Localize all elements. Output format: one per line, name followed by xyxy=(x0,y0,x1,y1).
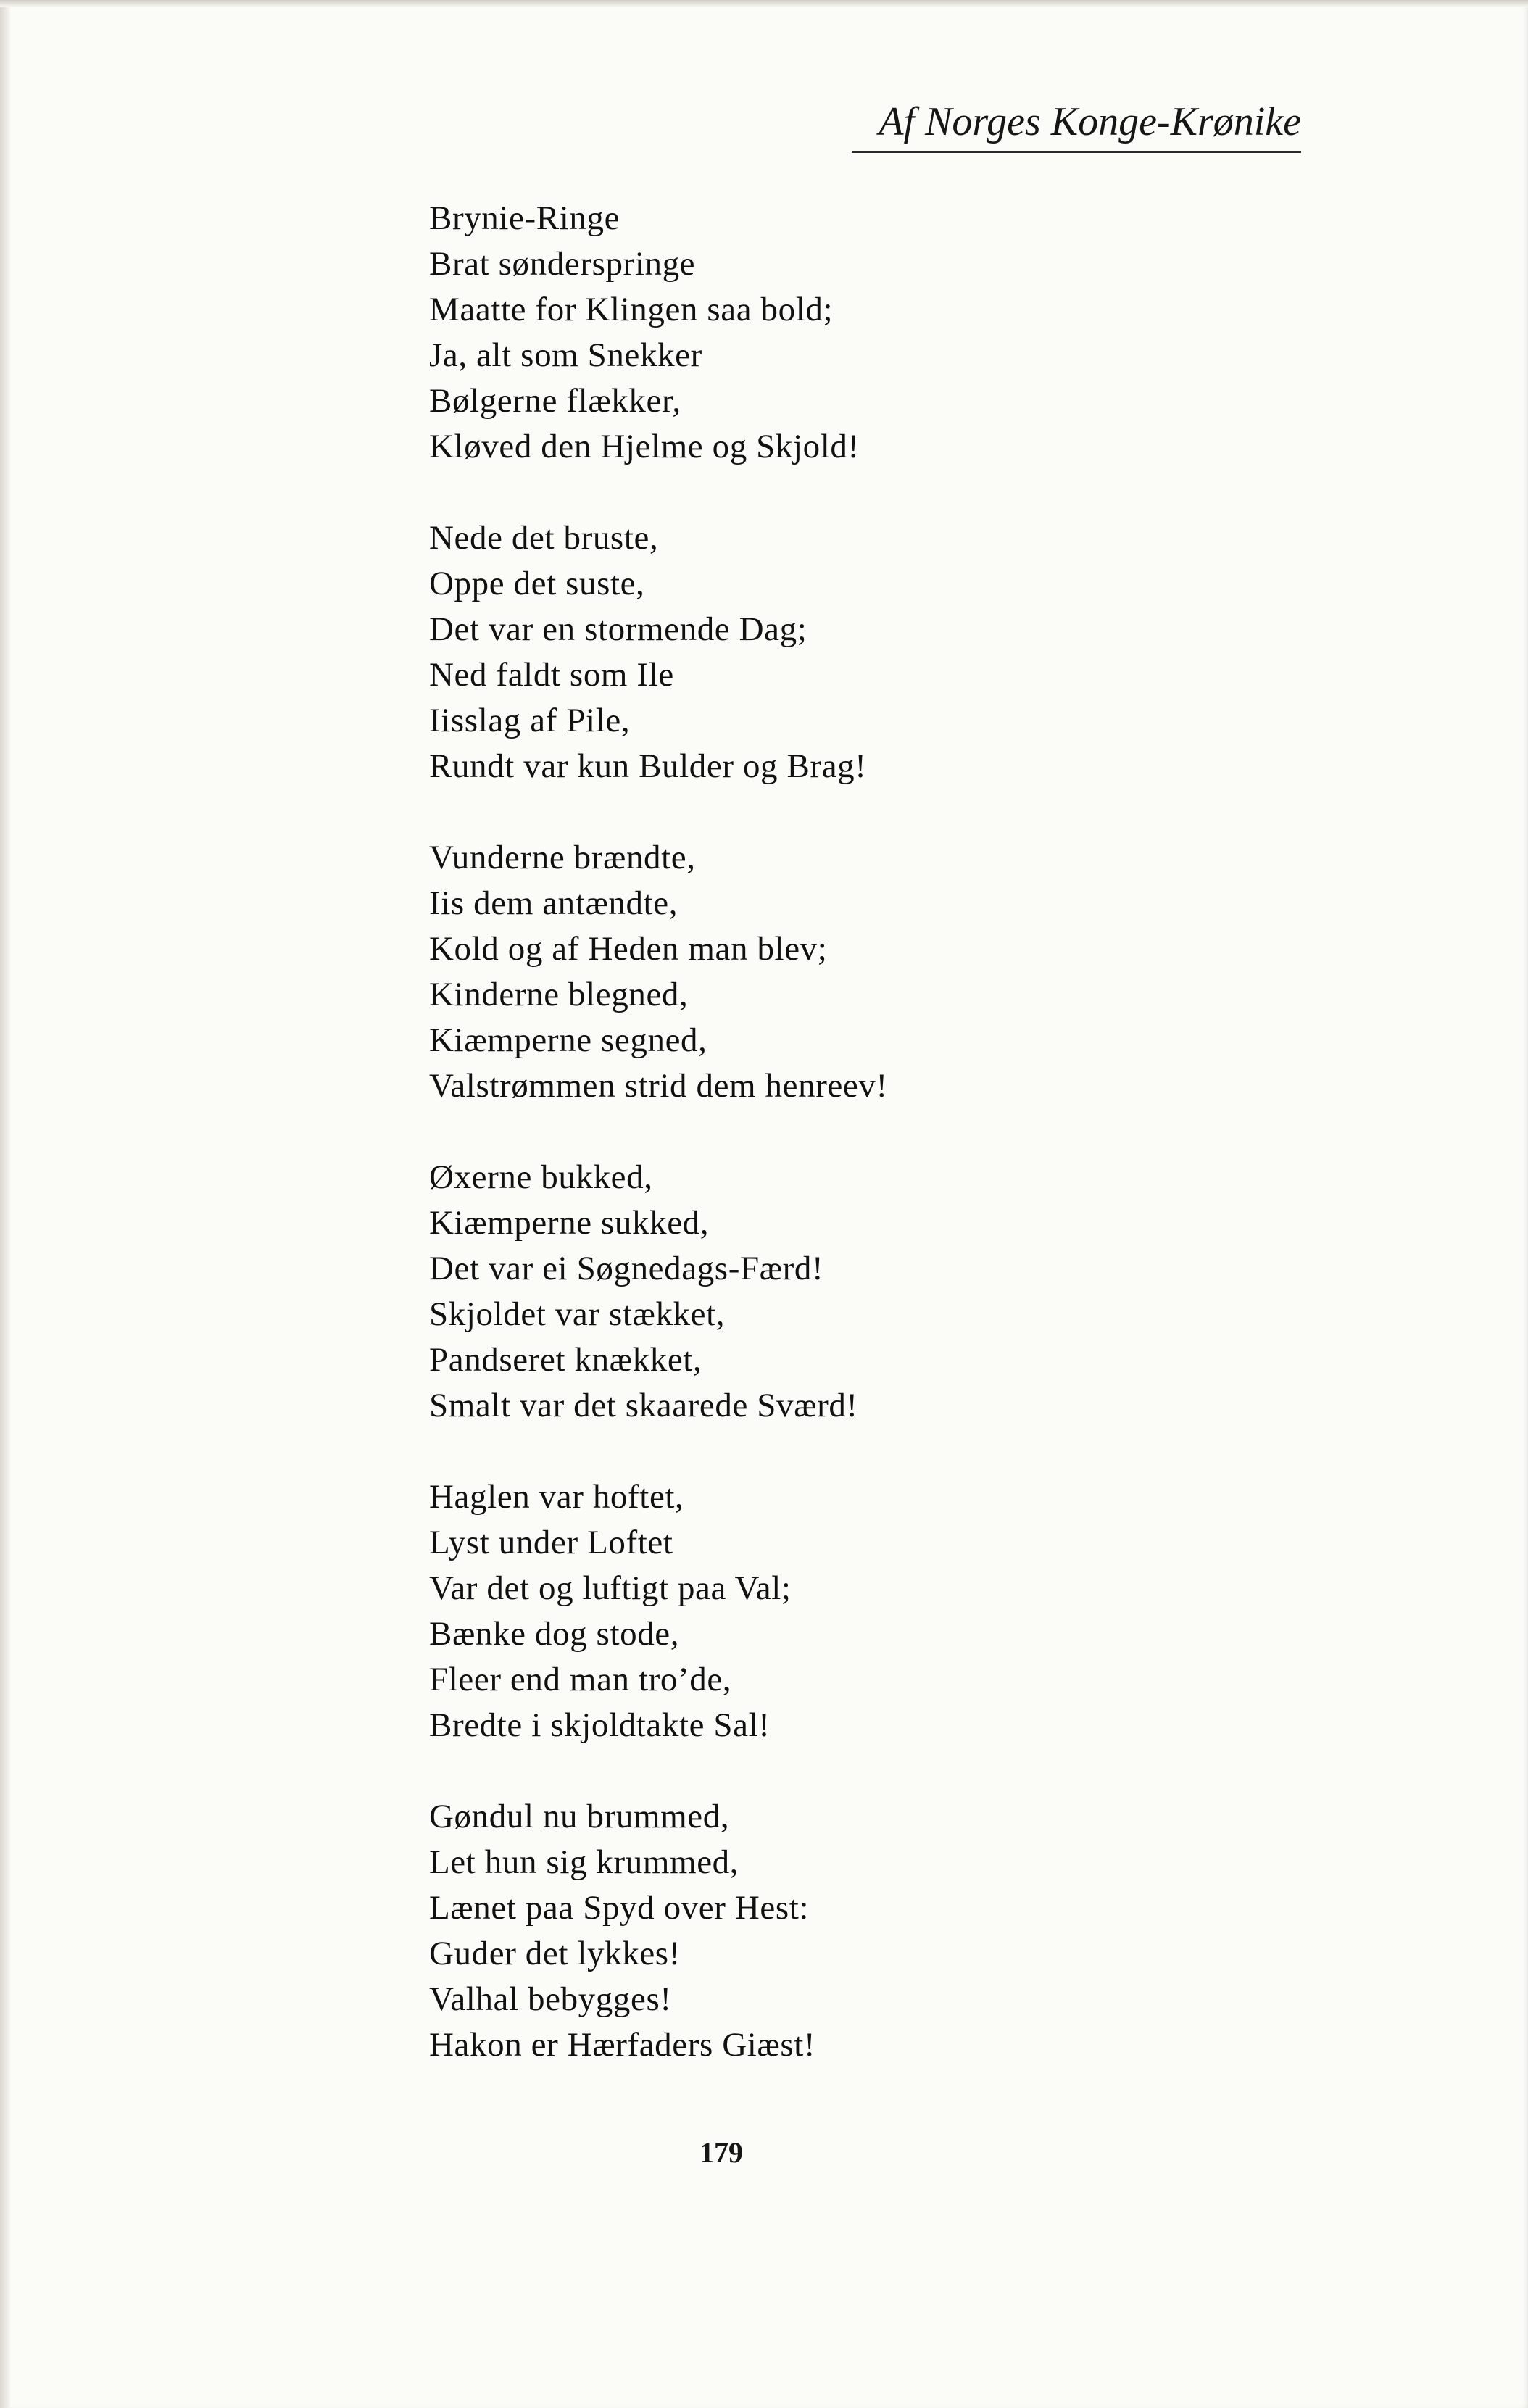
poem-line: Rundt var kun Bulder og Brag! xyxy=(429,747,867,785)
poem-line: Vunderne brændte, xyxy=(429,839,696,876)
poem-line: Det var en stormende Dag; xyxy=(429,610,807,648)
poem-line: Iis dem antændte, xyxy=(429,884,678,922)
poem-line: Kiæmperne sukked, xyxy=(429,1204,710,1242)
poem-line: Kold og af Heden man blev; xyxy=(429,930,828,968)
poem-line: Lyst under Loftet xyxy=(429,1524,673,1561)
poem-line: Bølgerne flækker, xyxy=(429,382,681,420)
poem-line: Smalt var det skaarede Sværd! xyxy=(429,1387,858,1424)
poem-line: Bredte i skjoldtakte Sal! xyxy=(429,1706,771,1744)
poem-line: Øxerne bukked, xyxy=(429,1158,653,1196)
poem-line: Valhal bebygges! xyxy=(429,1980,672,2018)
poem-line: Hakon er Hærfaders Giæst! xyxy=(429,2026,816,2064)
poem-line: Iisslag af Pile, xyxy=(429,702,631,739)
poem-line: Skjoldet var stækket, xyxy=(429,1295,726,1333)
stanza-1 xyxy=(429,196,1299,470)
poem-line: Ned faldt som Ile xyxy=(429,656,674,694)
page-left-edge xyxy=(0,0,10,2408)
poem-line: Maatte for Klingen saa bold; xyxy=(429,291,834,328)
page-top-edge xyxy=(0,0,1528,7)
poem-line: Fleer end man tro’de, xyxy=(429,1661,732,1698)
stanza-3 xyxy=(429,835,1299,1109)
poem-line: Gøndul nu brummed, xyxy=(429,1798,730,1835)
poem-line: Valstrømmen strid dem henreev! xyxy=(429,1067,888,1105)
poem-line: Ja, alt som Snekker xyxy=(429,336,702,374)
stanza-6 xyxy=(429,1794,1299,2068)
poem-line: Brynie-Ringe xyxy=(429,199,620,237)
poem-line: Kiæmperne segned, xyxy=(429,1021,707,1059)
poem-text xyxy=(429,196,1299,2068)
poem-line: Oppe det suste, xyxy=(429,565,645,602)
poem-line: Let hun sig krummed, xyxy=(429,1843,739,1881)
poem-line: Det var ei Søgnedags-Færd! xyxy=(429,1250,824,1287)
poem-line: Nede det bruste, xyxy=(429,519,659,557)
poem-line: Guder det lykkes! xyxy=(429,1935,681,1972)
stanza-5 xyxy=(429,1474,1299,1748)
running-title: Af Norges Konge-Krønike xyxy=(852,101,1301,153)
poem-line: Kinderne blegned, xyxy=(429,976,689,1013)
poem-line: Brat sønderspringe xyxy=(429,245,696,283)
page-number: 179 xyxy=(699,2136,743,2169)
poem-line: Bænke dog stode, xyxy=(429,1615,680,1653)
poem-line: Lænet paa Spyd over Hest: xyxy=(429,1889,810,1927)
stanza-2 xyxy=(429,515,1299,789)
poem-line: Kløved den Hjelme og Skjold! xyxy=(429,428,860,465)
poem-line: Haglen var hoftet, xyxy=(429,1478,684,1516)
poem-line: Pandseret knækket, xyxy=(429,1341,702,1379)
poem-line: Var det og luftigt paa Val; xyxy=(429,1569,792,1607)
stanza-4 xyxy=(429,1155,1299,1429)
